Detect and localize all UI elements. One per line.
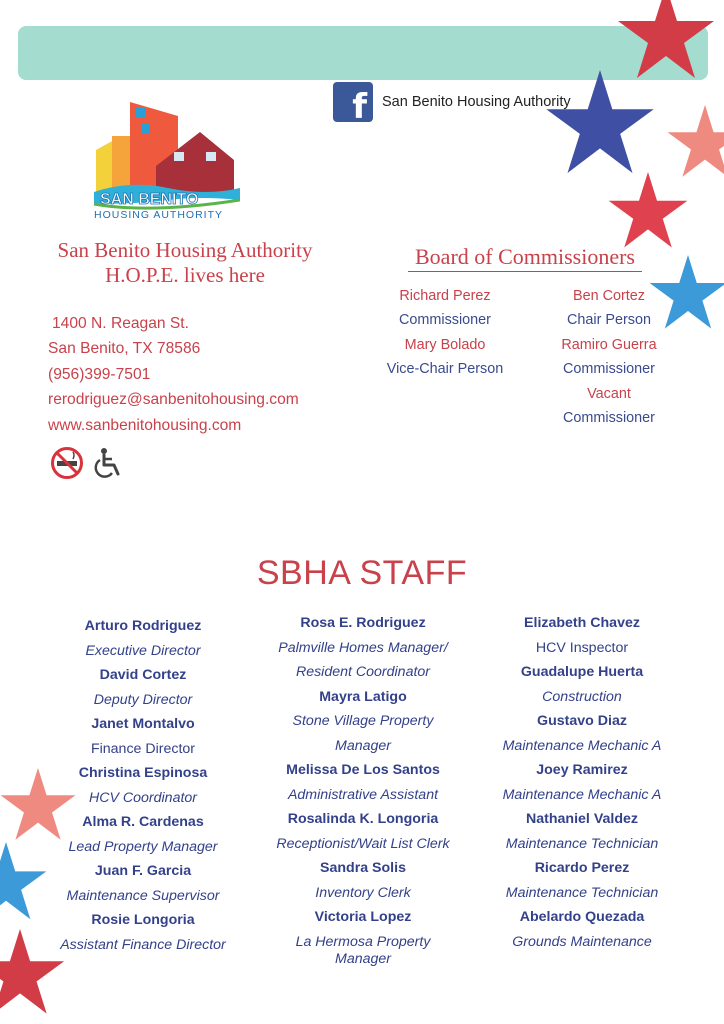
staff-name: Alma R. Cardenas [82, 814, 204, 830]
staff-name: Rosa E. Rodriguez [300, 615, 426, 631]
staff-role: Construction [542, 688, 622, 705]
board-member-name: Vacant [587, 385, 631, 402]
policy-icons [50, 446, 126, 480]
logo-line1: SAN BENITO [100, 191, 199, 208]
no-smoking-icon [50, 446, 84, 480]
organization-tagline: H.O.P.E. lives here [105, 263, 265, 287]
board-member-name: Ben Cortez [573, 288, 645, 304]
staff-name: Ricardo Perez [534, 860, 630, 876]
board-member-name: Ramiro Guerra [561, 336, 657, 353]
staff-role: Palmville Homes Manager/ [278, 639, 448, 656]
staff-name: Arturo Rodriguez [84, 618, 202, 634]
staff-role: Executive Director [85, 642, 201, 659]
staff-name: Victoria Lopez [314, 909, 412, 925]
contact-email[interactable]: rerodriguez@sanbenitohousing.com [48, 391, 299, 409]
facebook-label: San Benito Housing Authority [382, 94, 571, 110]
contact-street: 1400 N. Reagan St. [52, 315, 189, 332]
board-member-name: Richard Perez [399, 288, 491, 304]
wheelchair-icon [92, 446, 126, 480]
staff-name: Christina Espinosa [78, 765, 208, 781]
staff-role: Maintenance Mechanic A [502, 786, 662, 803]
staff-name: Janet Montalvo [91, 716, 195, 732]
staff-role: Deputy Director [93, 691, 193, 708]
staff-name: Juan F. Garcia [94, 863, 192, 879]
staff-name: Gustavo Diaz [537, 713, 627, 729]
board-member-role: Vice-Chair Person [386, 361, 504, 378]
staff-name: Rosalinda K. Longoria [287, 811, 439, 827]
organization-heading [54, 238, 316, 288]
staff-role: HCV Coordinator [88, 789, 198, 806]
star-red-middle-right [607, 172, 689, 254]
staff-role: Receptionist/Wait List Clerk [276, 835, 450, 852]
contact-info [48, 311, 299, 438]
staff-name: Abelardo Quezada [519, 909, 645, 925]
staff-role: Manager [335, 737, 391, 754]
board-member-role: Commissioner [563, 361, 655, 378]
staff-name: Melissa De Los Santos [286, 762, 440, 778]
board-column-left [376, 284, 514, 382]
staff-role: HCV Inspector [535, 639, 629, 656]
staff-role: Resident Coordinator [295, 664, 431, 680]
staff-role: Maintenance Supervisor [66, 887, 220, 904]
board-member-role: Chair Person [567, 312, 651, 329]
board-member-role: Commissioner [399, 312, 491, 329]
staff-role: Administrative Assistant [287, 786, 439, 803]
staff-column-3 [478, 611, 686, 954]
staff-name: Guadalupe Huerta [520, 664, 644, 680]
staff-name: Nathaniel Valdez [526, 811, 638, 827]
staff-role: Maintenance Technician [505, 884, 659, 901]
board-title: Board of Commissioners [415, 244, 635, 269]
staff-role: Manager [335, 950, 391, 967]
board-member-name: Mary Bolado [404, 336, 486, 353]
staff-role: Maintenance Mechanic A [502, 737, 662, 754]
staff-role: Lead Property Manager [68, 838, 218, 855]
contact-city: San Benito, TX 78586 [48, 340, 201, 358]
staff-name: Joey Ramirez [536, 762, 628, 778]
staff-name: Mayra Latigo [319, 688, 407, 705]
staff-name: Sandra Solis [320, 860, 406, 876]
staff-title: SBHA STAFF [256, 554, 468, 592]
board-column-right [548, 284, 670, 430]
staff-name: David Cortez [99, 667, 187, 683]
staff-role: Finance Director [90, 740, 196, 757]
staff-column-1 [38, 614, 248, 957]
staff-role: La Hermosa Property [295, 933, 431, 950]
staff-column-2 [254, 611, 472, 968]
facebook-icon: f [333, 82, 373, 122]
logo-line2: HOUSING AUTHORITY [94, 209, 224, 221]
board-member-role: Commissioner [563, 410, 655, 427]
housing-authority-logo [90, 96, 240, 222]
staff-name: Rosie Longoria [91, 912, 195, 928]
contact-phone[interactable]: (956)399-7501 [48, 365, 151, 383]
facebook-link[interactable] [333, 82, 571, 127]
staff-role: Grounds Maintenance [512, 933, 652, 950]
organization-name: San Benito Housing Authority [57, 238, 313, 262]
staff-role: Maintenance Technician [505, 835, 659, 852]
staff-role: Stone Village Property [292, 713, 434, 729]
staff-role: Assistant Finance Director [60, 936, 226, 953]
staff-role: Inventory Clerk [315, 884, 411, 901]
board-title-underline [408, 271, 642, 272]
staff-name: Elizabeth Chavez [524, 615, 640, 631]
contact-website[interactable]: www.sanbenitohousing.com [48, 416, 242, 434]
